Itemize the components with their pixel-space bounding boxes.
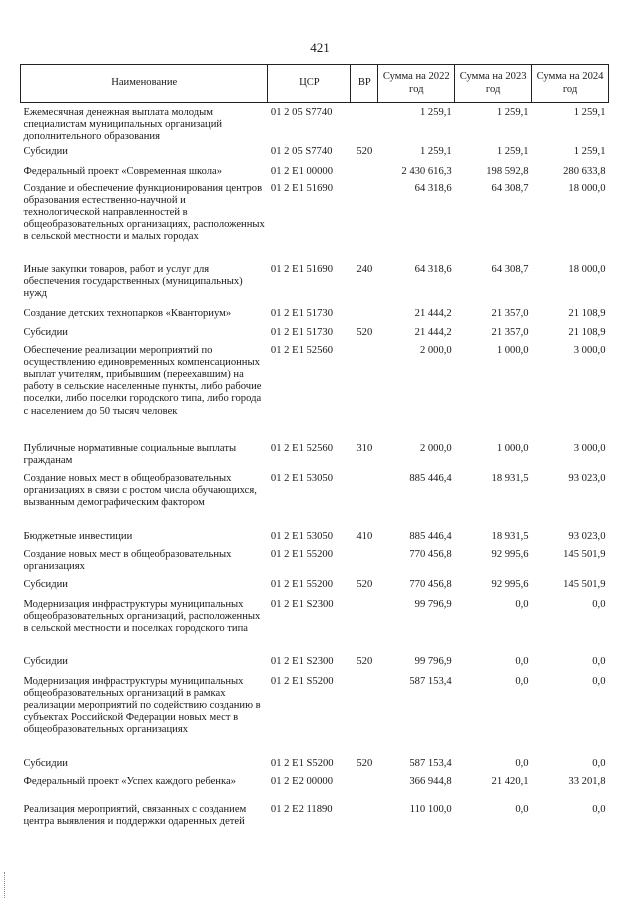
table-row xyxy=(21,776,609,804)
table-cell-name: Субсидии xyxy=(23,578,68,590)
table-cell-name: Субсидии xyxy=(23,655,68,667)
table-row xyxy=(21,345,609,443)
table-cell-name: Субсидии xyxy=(23,326,68,338)
table-cell-sum-2023: 92 995,6 xyxy=(491,548,529,560)
table-cell-sum-2022: 64 318,6 xyxy=(414,263,452,275)
table-cell-vr: 520 xyxy=(356,326,373,338)
table-cell-name: Обеспечение реализации мероприятий по осуществлению единовременных компенсационных выплат учителям, прибывшим (переехавшим) на работу в сельские населенные пункты, либо рабочие поселки, либо поселки городского типа, либо города с населением до 50 тысяч человек xyxy=(23,344,262,417)
table-cell-sum-2024: 280 633,8 xyxy=(563,165,606,177)
table-cell-vr: 240 xyxy=(356,263,373,275)
header-csr: ЦСР xyxy=(268,65,351,103)
table-cell-sum-2023: 18 931,5 xyxy=(491,530,529,542)
table-cell-vr xyxy=(351,183,378,264)
table-cell-csr: 01 2 E1 51690 xyxy=(270,263,333,275)
table-cell-vr xyxy=(351,776,378,804)
table-cell-vr xyxy=(351,676,378,758)
table-cell-csr: 01 2 E2 00000 xyxy=(270,775,333,787)
table-row xyxy=(21,579,609,599)
table-cell-csr: 01 2 E1 S2300 xyxy=(270,655,334,667)
table-cell-sum-2022: 110 100,0 xyxy=(409,803,452,815)
table-cell-vr xyxy=(351,599,378,656)
table-cell-csr: 01 2 E1 53050 xyxy=(270,530,333,542)
table-cell-vr: 410 xyxy=(356,530,373,542)
table-cell-sum-2024: 33 201,8 xyxy=(568,775,606,787)
table-cell-sum-2023: 0,0 xyxy=(515,655,529,667)
table-cell-vr xyxy=(351,345,378,443)
table-cell-sum-2023: 198 592,8 xyxy=(486,165,529,177)
table-cell-csr: 01 2 E1 51690 xyxy=(270,182,333,194)
table-cell-name: Ежемесячная денежная выплата молодым специалистам муниципальных организаций дополнительного образования xyxy=(23,107,223,143)
table-cell-sum-2024: 0,0 xyxy=(592,757,606,769)
table-cell-sum-2023: 1 000,0 xyxy=(496,344,529,356)
table-cell-sum-2023: 21 357,0 xyxy=(491,307,529,319)
table-cell-sum-2024: 1 259,1 xyxy=(573,145,606,157)
table-cell-sum-2022: 2 430 616,3 xyxy=(401,165,452,177)
header-sum-2022: Сумма на 2022 год xyxy=(378,65,455,103)
table-row xyxy=(21,103,609,146)
table-cell-sum-2022: 99 796,9 xyxy=(414,655,452,667)
table-cell-sum-2023: 0,0 xyxy=(515,598,529,610)
page-number: 421 xyxy=(310,40,330,55)
table-cell-sum-2023: 64 308,7 xyxy=(491,263,529,275)
table-cell-sum-2023: 1 000,0 xyxy=(496,442,529,454)
table-row xyxy=(21,676,609,758)
table-cell-name: Публичные нормативные социальные выплаты гражданам xyxy=(23,442,237,466)
table-cell-vr xyxy=(351,103,378,146)
table-cell-name: Создание и обеспечение функционирования центров образования естественно-научной и технологической направленностей в общеобразовательных организациях, расположенных в сельской местности и малых городах xyxy=(23,182,265,243)
table-cell-sum-2023: 21 420,1 xyxy=(491,775,529,787)
table-cell-sum-2023: 21 357,0 xyxy=(491,326,529,338)
table-row xyxy=(21,146,609,166)
table-cell-vr: 520 xyxy=(356,578,373,590)
table-cell-csr: 01 2 E1 S5200 xyxy=(270,757,334,769)
table-cell-vr: 520 xyxy=(356,145,373,157)
table-cell-sum-2022: 885 446,4 xyxy=(409,472,452,484)
table-cell-vr: 520 xyxy=(356,655,373,667)
table-cell-name: Субсидии xyxy=(23,145,68,157)
table-cell-csr: 01 2 E1 53050 xyxy=(270,472,333,484)
table-cell-csr: 01 2 E1 00000 xyxy=(270,165,333,177)
table-cell-name: Федеральный проект «Современная школа» xyxy=(23,165,223,177)
table-cell-name: Бюджетные инвестиции xyxy=(23,530,133,542)
table-cell-sum-2024: 21 108,9 xyxy=(568,326,606,338)
table-cell-name: Субсидии xyxy=(23,757,68,769)
table-cell-sum-2023: 1 259,1 xyxy=(496,107,529,118)
table-cell-sum-2024: 21 108,9 xyxy=(568,307,606,319)
table-cell-sum-2022: 770 456,8 xyxy=(409,548,452,560)
table-row xyxy=(21,443,609,473)
table-cell-sum-2023: 0,0 xyxy=(515,803,529,815)
table-cell-sum-2023: 64 308,7 xyxy=(491,182,529,194)
table-cell-vr xyxy=(351,166,378,183)
table-cell-sum-2022: 885 446,4 xyxy=(409,530,452,542)
table-cell-name: Иные закупки товаров, работ и услуг для обеспечения государственных (муниципальных) нужд xyxy=(23,263,243,299)
table-cell-sum-2022: 1 259,1 xyxy=(419,107,452,118)
table-cell-vr xyxy=(351,473,378,531)
table-cell-sum-2022: 587 153,4 xyxy=(409,675,452,687)
margin-mark xyxy=(4,872,6,898)
table-cell-sum-2022: 2 000,0 xyxy=(419,442,452,454)
table-row xyxy=(21,758,609,776)
table-cell-sum-2024: 1 259,1 xyxy=(573,107,606,118)
header-sum-2024: Сумма на 2024 год xyxy=(532,65,609,103)
table-cell-csr: 01 2 05 S7740 xyxy=(270,107,333,118)
table-cell-vr: 310 xyxy=(356,442,373,454)
table-cell-sum-2024: 0,0 xyxy=(592,598,606,610)
table-cell-sum-2022: 770 456,8 xyxy=(409,578,452,590)
table-cell-sum-2023: 0,0 xyxy=(515,757,529,769)
table-cell-sum-2022: 99 796,9 xyxy=(414,598,452,610)
table-cell-csr: 01 2 E1 55200 xyxy=(270,578,333,590)
table-cell-sum-2024: 18 000,0 xyxy=(568,263,606,275)
table-cell-csr: 01 2 E1 55200 xyxy=(270,548,333,560)
table-row xyxy=(21,264,609,308)
header-vr: ВР xyxy=(351,65,378,103)
table-cell-sum-2024: 3 000,0 xyxy=(573,442,606,454)
table-cell-sum-2024: 0,0 xyxy=(592,655,606,667)
table-cell-sum-2024: 3 000,0 xyxy=(573,344,606,356)
table-cell-sum-2024: 18 000,0 xyxy=(568,182,606,194)
table-row xyxy=(21,308,609,327)
table-row xyxy=(21,549,609,579)
table-cell-sum-2023: 18 931,5 xyxy=(491,472,529,484)
table-cell-sum-2022: 1 259,1 xyxy=(419,145,452,157)
table-cell-sum-2023: 92 995,6 xyxy=(491,578,529,590)
table-cell-vr xyxy=(351,308,378,327)
table-cell-csr: 01 2 E1 51730 xyxy=(270,326,333,338)
table-cell-sum-2022: 21 444,2 xyxy=(414,326,452,338)
table-cell-name: Создание новых мест в общеобразовательных организациях xyxy=(23,548,232,572)
table-cell-csr: 01 2 E1 52560 xyxy=(270,442,333,454)
table-cell-sum-2024: 0,0 xyxy=(592,675,606,687)
table-cell-name: Создание детских технопарков «Кванториум» xyxy=(23,307,232,319)
header-name: Наименование xyxy=(21,65,268,103)
table-cell-sum-2024: 0,0 xyxy=(592,803,606,815)
table-cell-name: Федеральный проект «Успех каждого ребенка» xyxy=(23,775,236,787)
table-cell-sum-2022: 64 318,6 xyxy=(414,182,452,194)
table-row xyxy=(21,183,609,264)
table-cell-sum-2024: 145 501,9 xyxy=(563,578,606,590)
table-cell-sum-2024: 93 023,0 xyxy=(568,530,606,542)
table-cell-sum-2022: 21 444,2 xyxy=(414,307,452,319)
table-cell-vr xyxy=(351,804,378,850)
table-cell-csr: 01 2 05 S7740 xyxy=(270,145,333,157)
table-cell-vr xyxy=(351,549,378,579)
table-row xyxy=(21,531,609,549)
table-cell-sum-2022: 2 000,0 xyxy=(419,344,452,356)
table-cell-sum-2024: 93 023,0 xyxy=(568,472,606,484)
table-body xyxy=(21,103,609,850)
budget-table xyxy=(20,64,609,850)
header-sum-2023: Сумма на 2023 год xyxy=(455,65,532,103)
table-cell-sum-2024: 145 501,9 xyxy=(563,548,606,560)
table-cell-name: Реализация мероприятий, связанных с созданием центра выявления и поддержки одаренных детей xyxy=(23,803,247,827)
table-cell-csr: 01 2 E1 S2300 xyxy=(270,598,334,610)
table-row xyxy=(21,473,609,531)
table-cell-csr: 01 2 E1 51730 xyxy=(270,307,333,319)
table-cell-csr: 01 2 E2 11890 xyxy=(270,803,333,815)
table-row xyxy=(21,656,609,676)
table-cell-vr: 520 xyxy=(356,757,373,769)
table-cell-sum-2023: 0,0 xyxy=(515,675,529,687)
table-cell-name: Модернизация инфраструктуры муниципальных общеобразовательных организаций в рамках реализации мероприятий по содействию созданию в субъектах Российской Федерации новых мест в общеобразовательных организациях xyxy=(23,675,261,736)
table-header xyxy=(21,65,609,103)
table-row xyxy=(21,327,609,345)
table-cell-name: Создание новых мест в общеобразовательных организациях в связи с ростом числа обучающихся, вызванным демографическим фактором xyxy=(23,472,257,508)
table-cell-name: Модернизация инфраструктуры муниципальных общеобразовательных организаций, расположенных в сельской местности и поселках городского типа xyxy=(23,598,261,634)
table-cell-sum-2022: 587 153,4 xyxy=(409,757,452,769)
table-row xyxy=(21,804,609,850)
table-cell-csr: 01 2 E1 S5200 xyxy=(270,675,334,687)
table-cell-sum-2022: 366 944,8 xyxy=(409,775,452,787)
table-cell-sum-2023: 1 259,1 xyxy=(496,145,529,157)
table-row xyxy=(21,166,609,183)
table-row xyxy=(21,599,609,656)
table-cell-csr: 01 2 E1 52560 xyxy=(270,344,333,356)
